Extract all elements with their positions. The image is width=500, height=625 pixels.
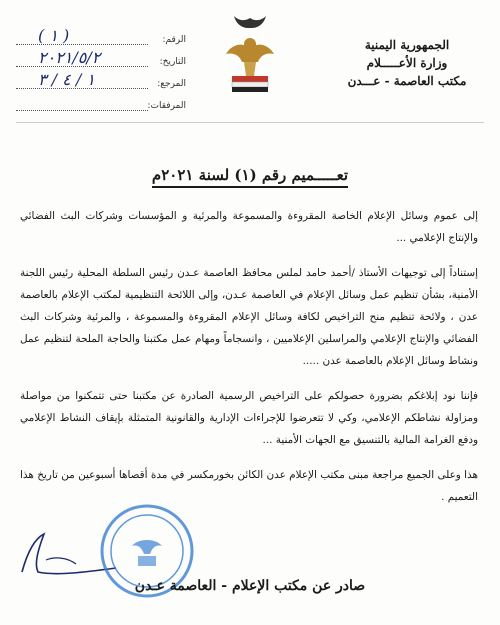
org-line-office: مكتب العاصمة - عـــدن <box>347 74 467 88</box>
paragraph-reference: إستناداً إلى توجيهات الأستاذ /أحمد حامد لملس محافظ العاصمة عـدن رئيس السلطة المحلية رئيس اللجنة الأمنية، بشأن تنظيم عمل وسائل الإعلام في العاصمة عـدن، وإلى اللائحة التنظيمية لمكتب الإعلام بالعاصمة عدن ، ولائحة تنظيم منح التراخيص لكافة وسائل الإعلام المقروءة والمسموعة ، والمرئية وشركات البث الفضائي والإنتاج الإعلامي والمراسلين الإعلاميين ، وانسجاماً ومهام عمل مكتبنا والحاجة الملحة لتنظيم عمل ونشاط وسائل الإعلام بالعاصمة عدن ..... <box>20 267 478 367</box>
org-header <box>342 36 472 90</box>
field-date-label: التاريخ: <box>159 57 186 67</box>
yemen-eagle-emblem-icon <box>212 14 288 100</box>
paragraph-notice: فإننا نود إبلاغكم بضرورة حصولكم على التراخيص الرسمية الصادرة عن مكتبنا حتى تتمكنوا من مواصلة ومزاولة نشاطكم الإعلامي، وكي لا تتعرضوا للإجراءات الإدارية والقانونية المتمثلة بإيقاف النشاط الإعلامي ودفع الغرامة المالية بالتنسيق مع الجهات الأمنية ... <box>20 390 478 446</box>
field-reference-label: المرجع: <box>157 79 186 89</box>
org-line-country: الجمهورية اليمنية <box>364 38 450 52</box>
paragraph-addressee: إلى عموم وسائل الإعلام الخاصة المقروءة والمسموعة والمرئية و المؤسسات وشركات البث الفضائي والإنتاج الإعلامي ... <box>20 210 478 244</box>
circular-title-text: تعـــــميم رقم (١) لسنة ٢٠٢١م <box>152 166 348 188</box>
field-number-value: ( ١ ) <box>38 26 70 45</box>
field-number-label: الرقم: <box>162 35 186 45</box>
field-date <box>16 48 186 70</box>
reference-fields <box>16 26 186 118</box>
circular-body <box>20 205 478 521</box>
header-divider <box>16 122 484 123</box>
field-attachments <box>16 96 186 114</box>
circular-title <box>0 166 500 184</box>
field-date-value: ٢٠٢١/٥/٢ <box>38 48 101 67</box>
org-line-ministry: وزارة الأعـــــلام <box>366 56 448 70</box>
issuer-footer <box>30 578 470 594</box>
paragraph-closing: هذا وعلى الجميع مراجعة مبنى مكتب الإعلام عدن الكائن بخورمكسر في مدة أقصاها أسبوعين من تاريخ هذا التعميم . <box>20 469 478 503</box>
field-reference-value: ١ / ٤ / ٣ <box>38 70 95 89</box>
field-reference <box>16 70 186 92</box>
field-attachments-label: المرفقات: <box>147 101 186 111</box>
field-number <box>16 26 186 48</box>
issuer-footer-text: صادر عن مكتب الإعلام - العاصمة عـدن <box>134 578 366 594</box>
